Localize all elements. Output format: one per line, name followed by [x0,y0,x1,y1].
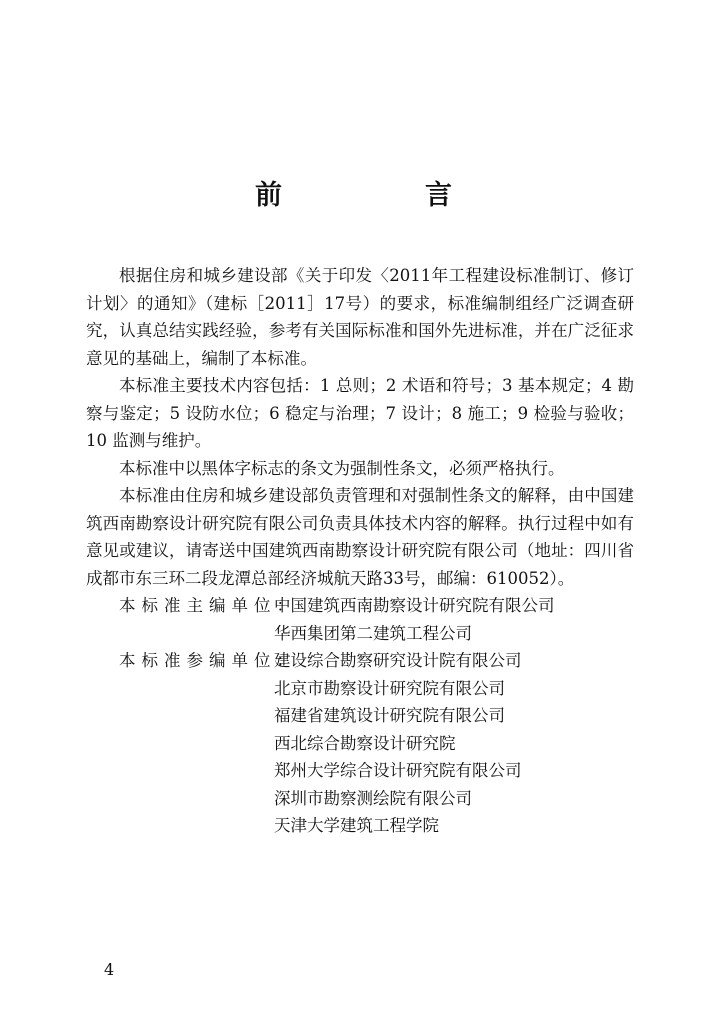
page-number: 4 [104,960,115,979]
participating-unit-name: 深圳市勘察测绘院有限公司 [274,788,472,808]
preface-body [86,262,634,840]
participating-units-label: 本标准参编单位： [119,651,299,670]
paragraph-mandatory-note: 本标准中以黑体字标志的条文为强制性条文，必须严格执行。 [119,458,565,478]
participating-unit-name: 天津大学建筑工程学院 [274,816,439,835]
participating-unit-name: 北京市勘察设计研究院有限公司 [274,678,505,698]
paragraph-management: 本标准由住房和城乡建设部负责管理和对强制性条文的解释，由中国建筑西南勘察设计研究院有限公司负责具体技术内容的解释。执行过程中如有意见或建议，请寄送中国建筑西南勘察设计研究院有限公司（地址：四川省成都市东三环二段龙潭总部经济城航天路33号，邮编：610052）。 [86,486,634,588]
chief-units-block [86,592,634,647]
page-title: 前 言 [255,180,510,211]
participating-unit-name: 西北综合勘察设计研究院 [274,733,456,753]
participating-unit-name: 建设综合勘察研究设计院有限公司 [274,651,522,670]
chief-unit-name: 中国建筑西南勘察设计研究院有限公司 [274,596,555,615]
chief-units-label: 本标准主编单位： [119,596,299,615]
paragraph-background: 根据住房和城乡建设部《关于印发〈2011年工程建设标准制订、修订计划〉的通知》（建标［2011］17号）的要求，标准编制组经广泛调查研究，认真总结实践经验，参考有关国际标准和国外先进标准，并在广泛征求意见的基础上，编制了本标准。 [86,266,634,368]
participating-unit-name: 郑州大学综合设计研究院有限公司 [274,761,522,780]
participating-units-block [86,647,634,840]
chief-unit-name: 华西集团第二建筑工程公司 [274,623,472,643]
paragraph-contents: 本标准主要技术内容包括：1 总则；2 术语和符号；3 基本规定；4 勘察与鉴定；5 设防水位；6 稳定与治理；7 设计；8 施工；9 检验与验收；10 监测与维护。 [86,376,634,450]
participating-unit-name: 福建省建筑设计研究院有限公司 [274,706,505,725]
